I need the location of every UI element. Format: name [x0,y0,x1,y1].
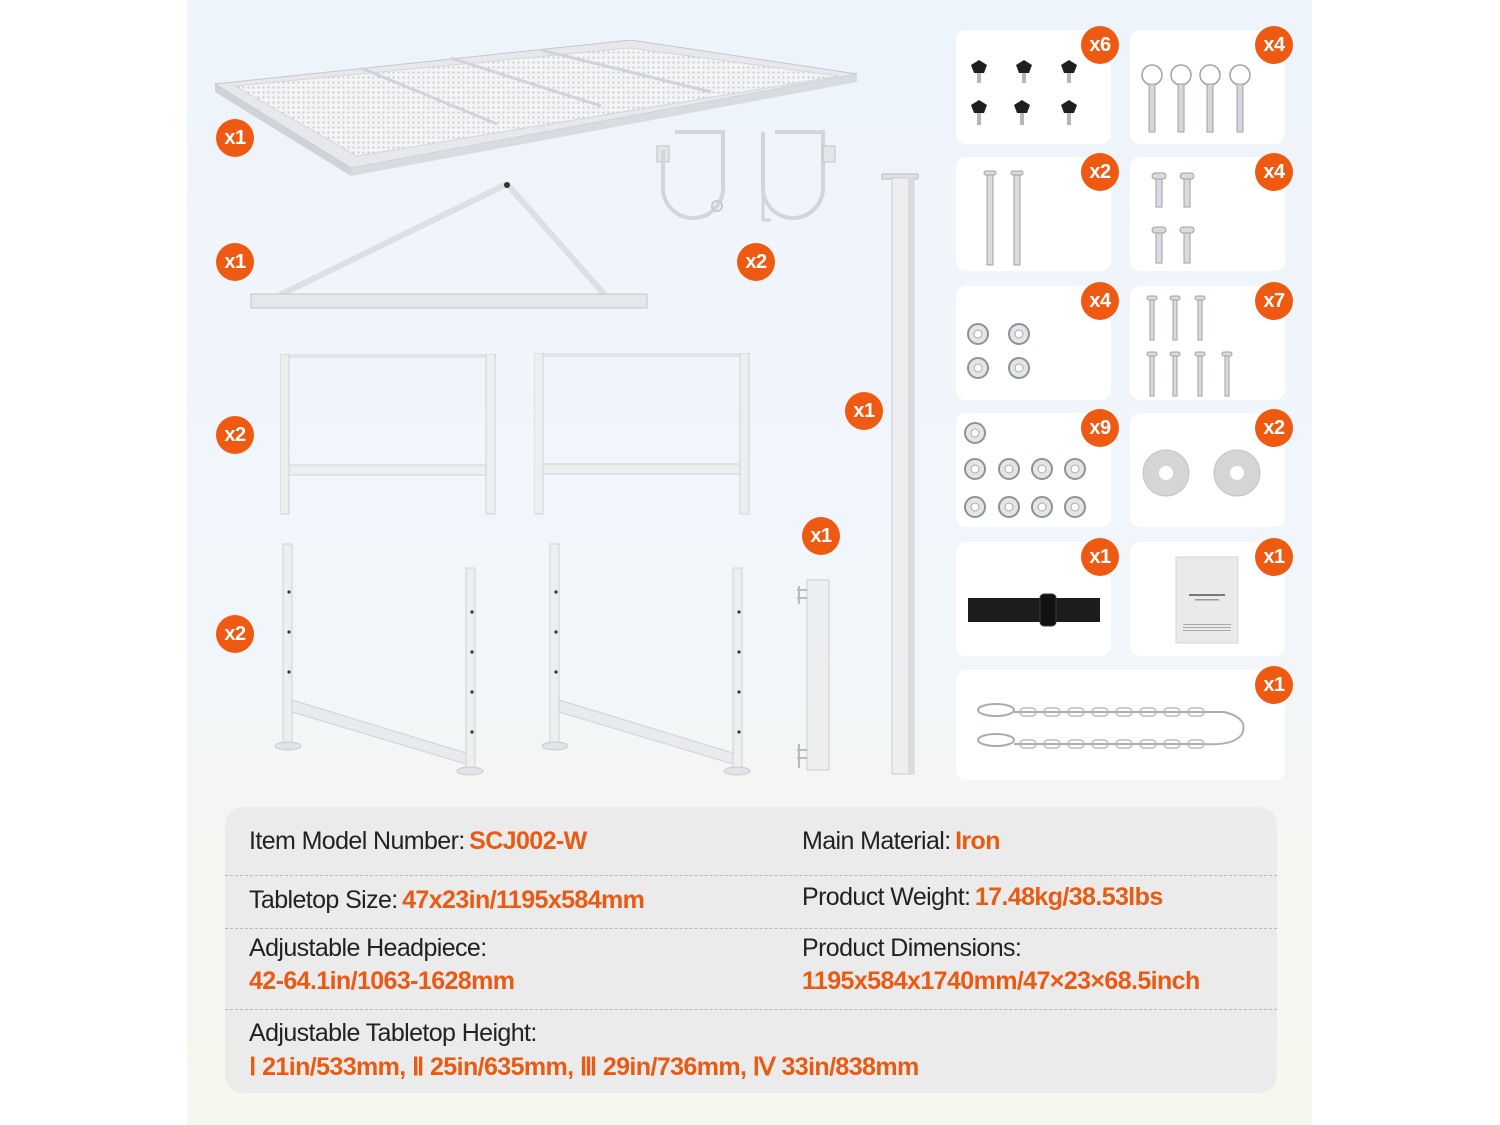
divider [225,875,1277,876]
spec-adjustable-headpiece [249,934,514,996]
spec-product-dimensions [802,934,1200,996]
specifications-panel [225,807,1277,1093]
hardware-card-flange-nuts-4 [956,286,1111,400]
spec-model-number [249,827,587,856]
qty-badge-ring-pins: x4 [1255,26,1293,64]
spec-value: Ⅰ 21in/533mm, Ⅱ 25in/635mm, Ⅲ 29in/736mm, Ⅳ 33in/838mm [249,1053,919,1081]
qty-badge-upper-frames: x2 [216,416,254,454]
divider [225,928,1277,929]
spec-adjustable-tabletop-height [249,1019,919,1082]
qty-badge-rubber-washers: x2 [1255,409,1293,447]
flange-nut-icon [966,322,1046,387]
spec-label: Adjustable Headpiece: [249,934,487,962]
qty-badge-adjust-sleeve: x1 [802,517,840,555]
h-frame-icon [280,354,500,516]
qty-badge-flange-nuts-4: x4 [1081,282,1119,320]
qty-badge-tabletop: x1 [216,119,254,157]
strap-icon [966,592,1106,632]
spec-main-material [802,827,1000,856]
hardware-card-flange-nuts-9 [956,413,1111,527]
qty-badge-triangle-frame: x1 [216,243,254,281]
qty-badge-user-manual: x1 [1255,538,1293,576]
triangle-frame-icon [250,178,650,313]
leg-frame-icon [269,540,489,780]
short-bolt-icon [1150,171,1200,266]
medium-bolt-icon [1145,294,1245,399]
spec-tabletop-size [249,886,644,915]
h-frame-icon [534,353,754,516]
spec-label: Main Material: [802,827,951,855]
flange-nut-icon [961,418,1091,526]
qty-badge-strap: x1 [1081,538,1119,576]
chain-icon [974,698,1259,758]
star-knob-icon [966,55,1086,135]
spec-value: 47x23in/1195x584mm [402,886,645,914]
qty-badge-medium-bolts: x7 [1255,282,1293,320]
headpiece-pole-icon [880,172,920,777]
hardware-card-ring-pins [1130,30,1285,144]
spec-value: 42-64.1in/1063-1628mm [249,967,515,995]
hardware-card-user-manual [1130,542,1285,656]
spec-label: Tabletop Size: [249,886,398,914]
hardware-card-medium-bolts [1130,286,1285,400]
spec-label: Adjustable Tabletop Height: [249,1019,537,1047]
qty-badge-short-bolts: x4 [1255,153,1293,191]
qty-badge-star-knobs: x6 [1081,26,1119,64]
ring-pin-icon [1140,63,1260,138]
qty-badge-flange-nuts-9: x9 [1081,409,1119,447]
spec-value: 1195x584x1740mm/47×23×68.5inch [802,967,1200,995]
spec-product-weight [802,883,1163,912]
spec-value: 17.48kg/38.53lbs [974,883,1163,911]
adjust-sleeve-icon [793,578,833,774]
hardware-card-rubber-washers [1130,413,1285,527]
qty-badge-hooks: x2 [737,243,775,281]
hardware-card-long-bolts [956,157,1111,271]
spec-value: Iron [955,827,1000,855]
hook-bracket-icon [655,128,865,238]
spec-value: SCJ002-W [469,827,587,855]
qty-badge-leg-frames: x2 [216,615,254,653]
long-bolt-icon [981,169,1041,269]
qty-badge-headpiece-pole: x1 [845,392,883,430]
spec-label: Product Weight: [802,883,971,911]
leg-frame-icon [536,540,756,780]
qty-badge-chain: x1 [1255,666,1293,704]
hardware-card-chain [956,670,1285,780]
divider [225,1009,1277,1010]
hardware-card-star-knobs [956,30,1111,144]
hardware-card-strap [956,542,1111,656]
user-manual-icon [1175,556,1239,644]
hardware-card-short-bolts [1130,157,1285,271]
spec-label: Item Model Number: [249,827,465,855]
rubber-washer-icon [1142,449,1262,499]
spec-label: Product Dimensions: [802,934,1022,962]
qty-badge-long-bolts: x2 [1081,153,1119,191]
